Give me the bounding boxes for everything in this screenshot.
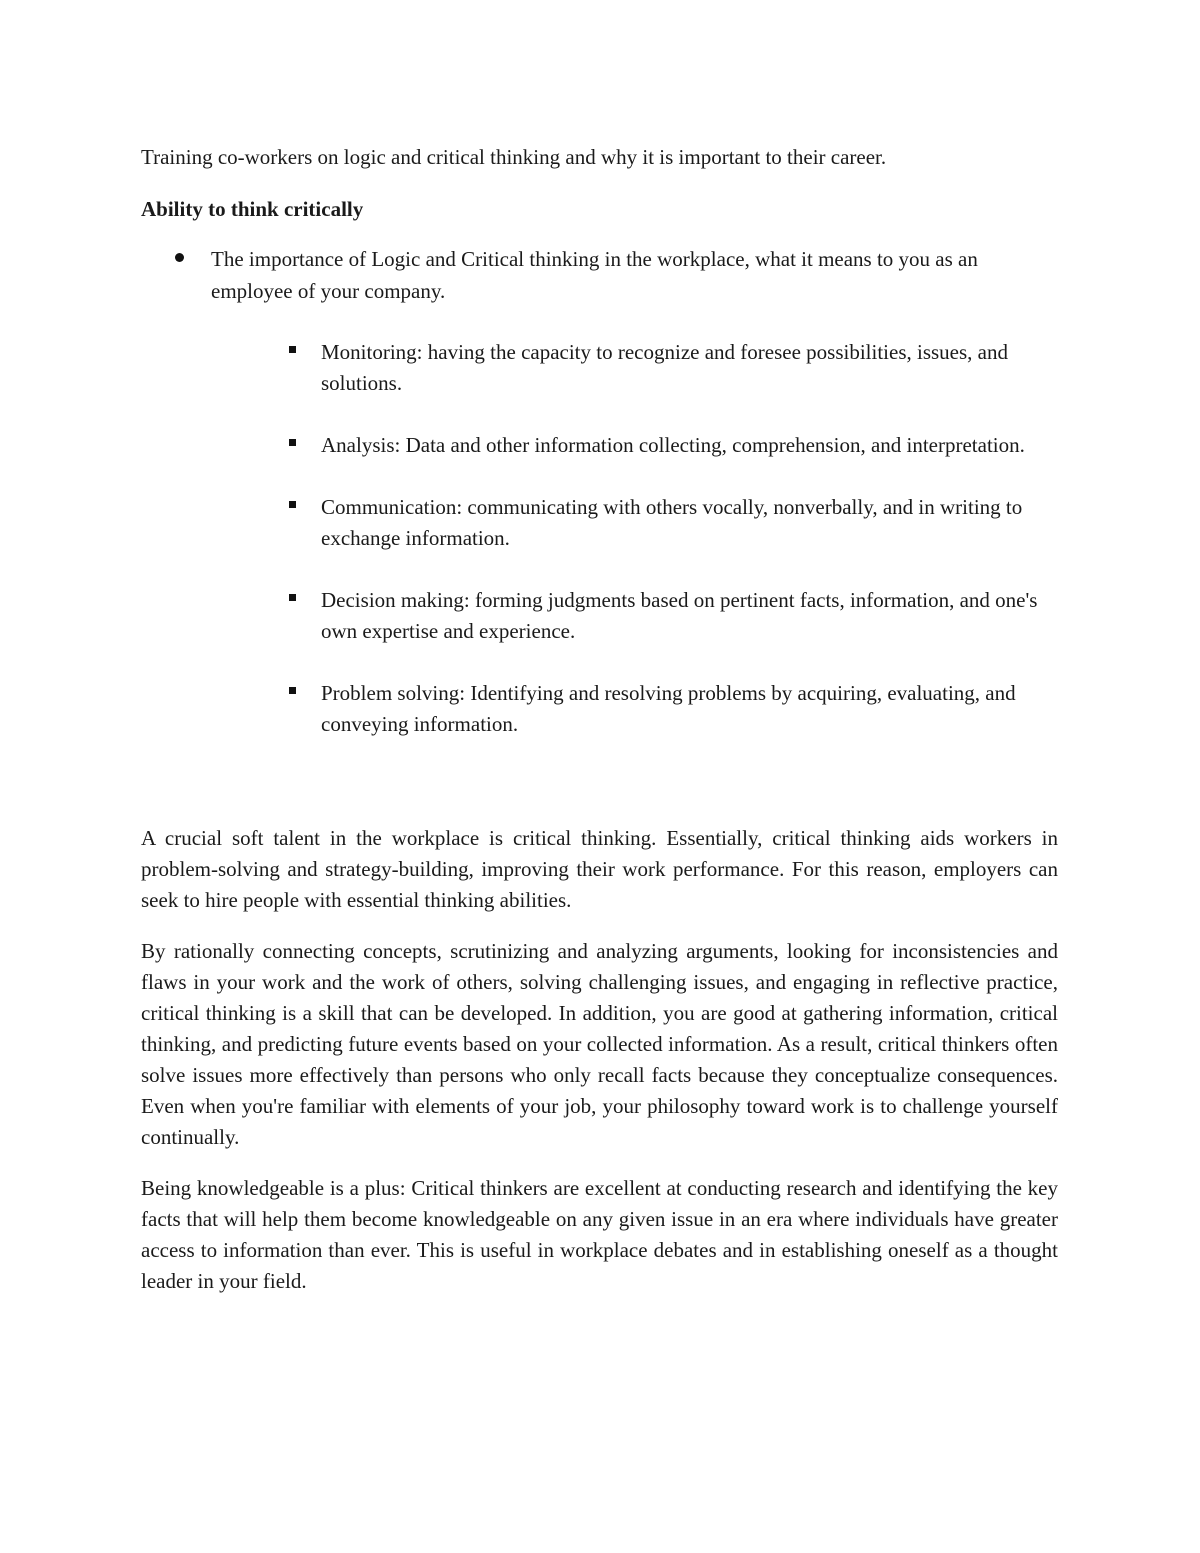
section-heading: Ability to think critically <box>141 197 364 221</box>
sub-bullet-list <box>141 337 1059 771</box>
list-item <box>141 337 1061 399</box>
sub-bullet-text: Communication: communicating with others vocally, nonverbally, and in writing to exchange information. <box>321 495 1023 550</box>
list-item <box>141 492 1061 554</box>
square-bullet-icon <box>289 687 296 694</box>
bullet-dot-icon <box>175 253 184 262</box>
sub-bullet-text: Decision making: forming judgments based on pertinent facts, information, and one's own expertise and experience. <box>321 588 1038 643</box>
list-item <box>141 678 1061 740</box>
paragraph: A crucial soft talent in the workplace is critical thinking. Essentially, critical thinking aids workers in problem-solving and strategy-building, improving their work performance. For this reason, employers can seek to hire people with essential thinking abilities. <box>141 826 1058 912</box>
sub-bullet-text: Analysis: Data and other information collecting, comprehension, and interpretation. <box>321 433 1025 457</box>
sub-bullet-text: Monitoring: having the capacity to recognize and foresee possibilities, issues, and solutions. <box>321 340 1008 395</box>
square-bullet-icon <box>289 594 296 601</box>
sub-bullet-text: Problem solving: Identifying and resolving problems by acquiring, evaluating, and conveying information. <box>321 681 1016 736</box>
bullet-text: The importance of Logic and Critical thinking in the workplace, what it means to you as an employee of your company. <box>211 247 978 303</box>
list-item <box>141 430 1061 461</box>
square-bullet-icon <box>289 346 296 353</box>
intro-line: Training co-workers on logic and critical thinking and why it is important to their career. <box>141 145 887 169</box>
square-bullet-icon <box>289 439 296 446</box>
list-item <box>141 243 1051 307</box>
paragraph: By rationally connecting concepts, scrutinizing and analyzing arguments, looking for inconsistencies and flaws in your work and the work of others, solving challenging issues, and engaging in reflective practice, critical thinking is a skill that can be developed. In addition, you are good at gathering information, critical thinking, and predicting future events based on your collected information. As a result, critical thinkers often solve issues more effectively than persons who only recall facts because they conceptualize consequences. Even when you're familiar with elements of your job, your philosophy toward work is to challenge yourself continually. <box>141 939 1058 1149</box>
body-text <box>141 823 1058 1317</box>
bullet-list <box>141 243 1059 307</box>
square-bullet-icon <box>289 501 296 508</box>
list-item <box>141 585 1061 647</box>
paragraph: Being knowledgeable is a plus: Critical thinkers are excellent at conducting research and identifying the key facts that will help them become knowledgeable on any given issue in an era where individuals have greater access to information than ever. This is useful in workplace debates and in establishing oneself as a thought leader in your field. <box>141 1176 1058 1293</box>
